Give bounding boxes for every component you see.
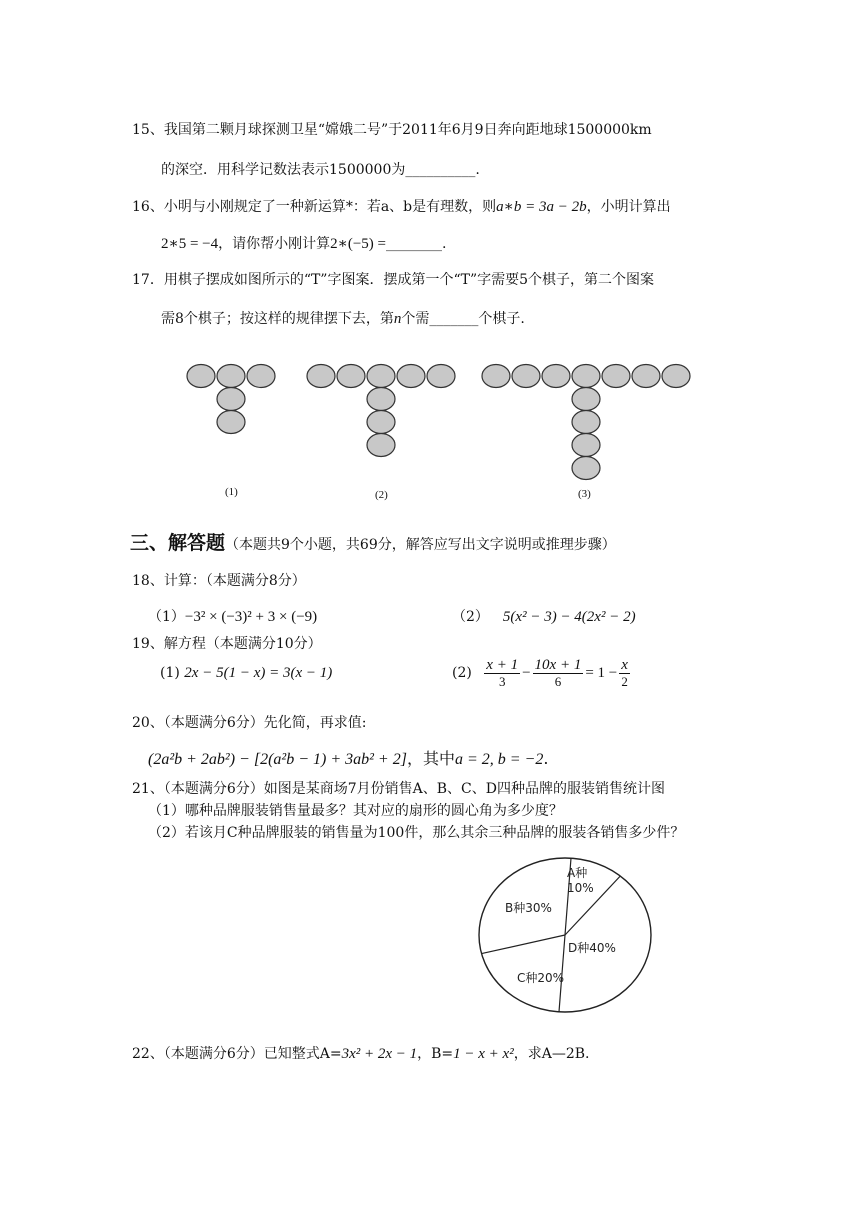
q19-title: 19、解方程（本题满分10分） (132, 636, 322, 652)
q18-part-2 (452, 608, 636, 626)
q17-text-b: 个需_______个棋子. (401, 311, 525, 327)
q19-part-2-label: (2) (452, 665, 472, 681)
figure-caption-2: (2) (375, 489, 388, 501)
q19-fraction-2 (533, 658, 584, 689)
pie-label-a-name: A种 (567, 866, 588, 880)
q19-minus: − (522, 665, 531, 681)
q22-line (132, 1045, 589, 1063)
q20-expression-line (148, 750, 548, 769)
q19-part-1-equation: 2x − 5(1 − x) = 3(x − 1) (184, 665, 333, 681)
q19-fraction-3-numerator: x (621, 656, 628, 673)
pie-label-a-value: 10% (567, 881, 594, 895)
pie-label-d: D种40% (568, 941, 616, 955)
q20-condition-pre: ，其中 (406, 749, 455, 768)
q18-title: 18、计算：（本题满分8分） (132, 573, 306, 589)
t-pattern-figure (0, 0, 860, 520)
q16-operation-definition: a∗b = 3a − 2b (496, 199, 587, 215)
q19-fraction-1 (484, 658, 520, 689)
q18-part-1 (148, 608, 317, 626)
q19-fraction-3 (619, 658, 630, 689)
q21-title: 21、（本题满分6分）如图是某商场7月份销售A、B、C、D四种品牌的服装销售统计图 (132, 781, 665, 797)
q22-text-a: 22、（本题满分6分）已知整式A= (132, 1046, 342, 1062)
q16-text-c: ，请你帮小刚计算 (218, 236, 331, 252)
q22-expression-b: 1 − x + x² (453, 1046, 514, 1062)
pie-label-b: B种30% (505, 901, 552, 915)
q19-fraction-1-denominator: 3 (498, 673, 506, 689)
q16-given-example: 2∗5 = −4 (161, 236, 219, 252)
t-figure-3 (482, 365, 690, 480)
pie-label-c: C种20% (517, 971, 565, 985)
q19-fraction-1-numerator: x + 1 (486, 656, 519, 673)
q19-fraction-3-denominator: 2 (621, 673, 628, 689)
q21-part-1: （1）哪种品牌服装销售量最多？其对应的扇形的圆心角为多少度？ (148, 803, 563, 819)
q18-part-2-expression: 5(x² − 3) − 4(2x² − 2) (502, 609, 636, 625)
q22-text-c: ，求A—2B. (513, 1046, 590, 1062)
q15-line-1: 15、我国第二颗月球探测卫星“嫦娥二号”于2011年6月9日奔向距地球1500000km (132, 122, 652, 138)
q22-expression-a: 3x² + 2x − 1 (341, 1046, 418, 1062)
figure-caption-1: (1) (225, 486, 238, 498)
q16-text-a: 16、小明与小刚规定了一种新运算*：若a、b是有理数，则 (132, 199, 497, 215)
q15-line-2: 的深空．用科学记数法表示1500000为__________. (161, 162, 480, 178)
q17-text-a: 需8个棋子；按这样的规律摆下去，第 (161, 311, 394, 327)
q19-part-2 (452, 656, 632, 690)
brand-sales-pie-chart (470, 850, 670, 1025)
q19-fraction-2-denominator: 6 (554, 673, 562, 689)
q19-fraction-2-numerator: 10x + 1 (534, 656, 582, 673)
q17-variable-n: n (393, 311, 402, 327)
q16-text-b: ，小明计算出 (586, 199, 671, 215)
q19-part-1-label: (1) (160, 665, 180, 681)
q19-equals: = 1 − (585, 665, 618, 681)
q18-part-1-label: （1） (148, 609, 185, 625)
q18-part-2-label: （2） (452, 609, 489, 625)
t-figure-1 (187, 365, 275, 434)
q20-condition: a = 2, b = −2 (454, 751, 544, 768)
q21-part-2: （2）若该月C种品牌服装的销售量为100件，那么其余三种品牌的服装各销售多少件？ (148, 825, 685, 841)
section-3-heading (130, 532, 616, 556)
q19-part-1 (160, 664, 332, 682)
q22-text-b: ，B= (417, 1046, 454, 1062)
q18-part-1-expression: −3² × (−3)² + 3 × (−9) (184, 609, 318, 625)
t-figure-2 (307, 365, 455, 457)
q17-line-1: 17．用棋子摆成如图所示的“T”字图案．摆成第一个“T”字需要5个棋子，第二个图案 (132, 272, 655, 288)
figure-caption-3: (3) (578, 488, 591, 500)
section-3-note: （本题共9个小题，共69分，解答应写出文字说明或推理步骤） (225, 537, 616, 553)
q20-title: 20、（本题满分6分）先化简，再求值: (132, 715, 367, 731)
q16-question-expression: 2∗(−5) = (330, 236, 386, 252)
q20-expression: (2a²b + 2ab²) − [2(a²b − 1) + 3ab² + 2] (148, 751, 407, 768)
q16-answer-blank: ________. (385, 236, 447, 252)
q20-condition-post: . (543, 749, 549, 768)
section-3-title: 三、解答题 (130, 532, 226, 554)
